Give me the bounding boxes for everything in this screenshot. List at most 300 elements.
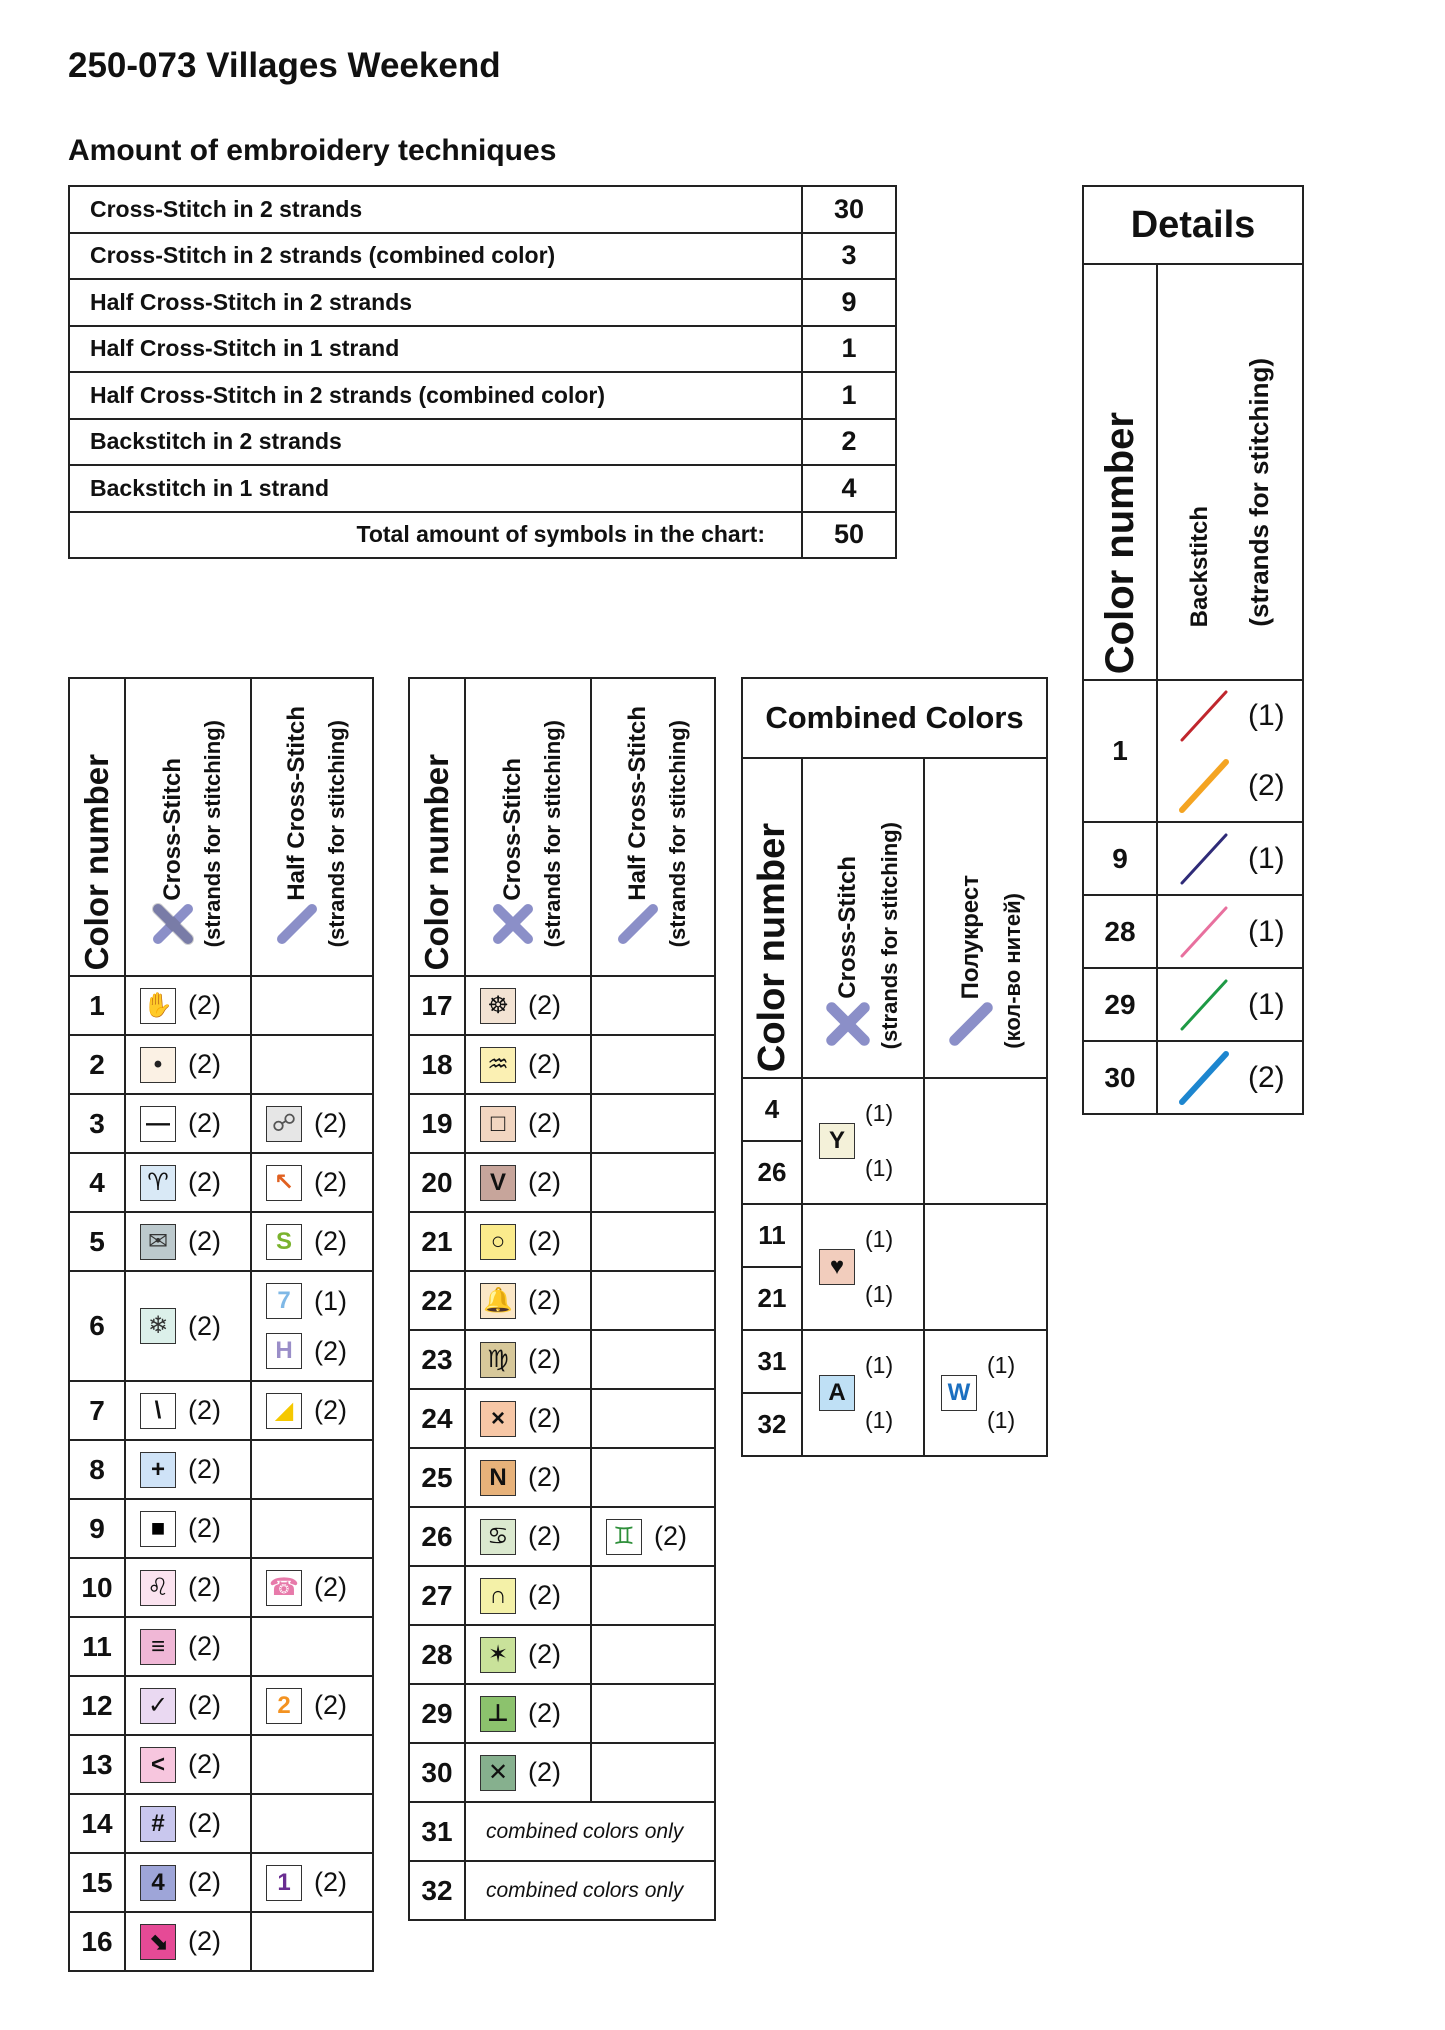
technique-count: 3 <box>802 233 896 280</box>
color-row <box>409 1625 715 1684</box>
half-stitch-cell <box>591 1684 715 1743</box>
color-number: 31 <box>409 1802 465 1861</box>
color-number: 32 <box>409 1861 465 1920</box>
half-stitch-cell <box>591 1094 715 1153</box>
half-stitch-cell <box>591 1507 715 1566</box>
technique-count: 30 <box>802 186 896 233</box>
stitch-symbol-icon: A <box>819 1375 855 1411</box>
strand-count: (2) <box>314 1167 347 1197</box>
technique-count: 2 <box>802 419 896 466</box>
half-stitch-cell <box>924 1330 1047 1456</box>
strand-count: (2) <box>528 1226 561 1256</box>
strand-count: (2) <box>188 1049 221 1079</box>
half-stitch-cell <box>251 1794 373 1853</box>
total-label: Total amount of symbols in the chart: <box>69 512 802 559</box>
color-number: 3 <box>69 1094 125 1153</box>
half-stitch-cell <box>251 1617 373 1676</box>
color-row <box>69 1271 373 1381</box>
stitch-symbol-icon: ✶ <box>480 1637 516 1673</box>
stitch-symbol-icon: V <box>480 1165 516 1201</box>
strand-count: (2) <box>654 1521 687 1551</box>
strand-count: (2) <box>528 1639 561 1669</box>
color-number: 19 <box>409 1094 465 1153</box>
half-stitch-icon <box>946 999 996 1049</box>
cross-stitch-cell <box>125 1271 251 1381</box>
summary-row <box>69 186 896 233</box>
stitch-symbol-icon: ✓ <box>140 1688 176 1724</box>
strand-count: (2) <box>528 1521 561 1551</box>
color-number: 23 <box>409 1330 465 1389</box>
backstitch-cell <box>1157 968 1303 1041</box>
half-stitch-cell <box>251 1153 373 1212</box>
color-row <box>409 1212 715 1271</box>
strand-count: (1) <box>1248 987 1285 1021</box>
color-row <box>69 1499 373 1558</box>
stitch-symbol-icon: ✕ <box>480 1755 516 1791</box>
half-stitch-cell <box>591 1448 715 1507</box>
strand-count: (2) <box>528 1285 561 1315</box>
half-stitch-cell <box>251 1853 373 1912</box>
polukrest-header: Полукрест (кол-во нитей) <box>924 758 1047 1078</box>
cross-stitch-cell <box>125 1676 251 1735</box>
cross-stitch-cell <box>465 1625 591 1684</box>
half-stitch-cell <box>591 1212 715 1271</box>
strand-count: (2) <box>314 1572 347 1602</box>
cross-stitch-cell <box>125 1558 251 1617</box>
cross-stitch-cell <box>465 1448 591 1507</box>
color-number: 21 <box>409 1212 465 1271</box>
color-row <box>69 1617 373 1676</box>
combined-row <box>742 1204 1047 1267</box>
summary-row <box>69 419 896 466</box>
color-row <box>409 1684 715 1743</box>
combined-row <box>742 1330 1047 1393</box>
strand-count: (2) <box>528 1462 561 1492</box>
backstitch-cell <box>1157 680 1303 822</box>
half-stitch-cell <box>591 1566 715 1625</box>
color-number-header: Color number <box>742 758 802 1078</box>
half-stitch-cell <box>251 1440 373 1499</box>
color-number: 25 <box>409 1448 465 1507</box>
color-row <box>409 1507 715 1566</box>
half-stitch-cell <box>591 1330 715 1389</box>
stitch-symbol-icon: ■ <box>140 1511 176 1547</box>
backstitch-header: Backstitch (strands for stitching) <box>1157 264 1303 680</box>
cross-stitch-header: Cross-Stitch (strands for stitching) <box>125 678 251 976</box>
half-cross-stitch-header: Half Cross-Stitch (strands for stitching) <box>251 678 373 976</box>
half-stitch-icon <box>274 901 320 947</box>
cross-stitch-cell <box>125 1912 251 1971</box>
color-table-2 <box>408 677 716 1921</box>
summary-table <box>68 185 897 559</box>
cross-stitch-cell <box>125 1735 251 1794</box>
summary-row <box>69 279 896 326</box>
backstitch-cell <box>1157 822 1303 895</box>
stitch-symbol-icon: • <box>140 1047 176 1083</box>
cross-stitch-cell <box>465 1743 591 1802</box>
stitch-symbol-icon: □ <box>480 1106 516 1142</box>
cross-stitch-icon <box>823 999 873 1049</box>
color-number: 31 <box>742 1330 802 1393</box>
strand-count: (2) <box>188 1572 221 1602</box>
stitch-symbol-icon: ☎ <box>266 1570 302 1606</box>
technique-label: Backstitch in 1 strand <box>69 465 802 512</box>
color-row <box>69 1912 373 1971</box>
stitch-symbol-icon: S <box>266 1224 302 1260</box>
color-table-1 <box>68 677 374 1972</box>
cross-stitch-cell <box>125 1617 251 1676</box>
strand-count: (2) <box>188 1808 221 1838</box>
strand-count: (1) <box>1248 699 1285 732</box>
technique-label: Backstitch in 2 strands <box>69 419 802 466</box>
backstitch-cell <box>1157 895 1303 968</box>
color-number: 13 <box>69 1735 125 1794</box>
combined-colors-title: Combined Colors <box>742 678 1047 758</box>
half-stitch-cell <box>251 1912 373 1971</box>
color-number: 2 <box>69 1035 125 1094</box>
strand-count: (2) <box>1248 1060 1285 1094</box>
strand-count: (1) <box>865 1407 894 1433</box>
color-number: 17 <box>409 976 465 1035</box>
details-row <box>1083 680 1303 822</box>
strand-count: (2) <box>188 1513 221 1543</box>
half-stitch-cell <box>251 1094 373 1153</box>
stitch-symbol-icon: < <box>140 1747 176 1783</box>
color-number: 28 <box>1083 895 1157 968</box>
cross-stitch-cell <box>125 1440 251 1499</box>
combined-only-note: combined colors only <box>465 1802 715 1861</box>
details-table <box>1082 185 1304 1115</box>
color-number: 9 <box>1083 822 1157 895</box>
strand-count: (1) <box>987 1407 1016 1433</box>
cross-stitch-cell <box>465 1330 591 1389</box>
color-number: 29 <box>1083 968 1157 1041</box>
strand-count: (2) <box>314 1335 347 1366</box>
strand-count: (2) <box>188 1454 221 1484</box>
color-row <box>409 1271 715 1330</box>
strand-count: (2) <box>188 1395 221 1425</box>
summary-row <box>69 326 896 373</box>
color-row <box>409 1566 715 1625</box>
strand-count: (2) <box>188 1926 221 1956</box>
cross-stitch-cell <box>465 1035 591 1094</box>
half-stitch-cell <box>591 1271 715 1330</box>
strand-count: (2) <box>188 1631 221 1661</box>
color-number: 27 <box>409 1566 465 1625</box>
strand-count: (2) <box>188 1690 221 1720</box>
backstitch-line-icon <box>1178 758 1230 814</box>
stitch-symbol-icon: ○ <box>480 1224 516 1260</box>
strand-count: (2) <box>188 1167 221 1197</box>
strand-count: (2) <box>188 1749 221 1779</box>
color-row <box>409 1330 715 1389</box>
stitch-symbol-icon: ◢ <box>266 1393 302 1429</box>
color-row <box>69 976 373 1035</box>
stitch-symbol-icon: 4 <box>140 1865 176 1901</box>
stitch-symbol-icon: \ <box>140 1393 176 1429</box>
combined-only-note: combined colors only <box>465 1861 715 1920</box>
technique-count: 1 <box>802 326 896 373</box>
color-number: 10 <box>69 1558 125 1617</box>
cross-stitch-cell <box>125 1381 251 1440</box>
backstitch-line-icon <box>1178 977 1230 1033</box>
backstitch-line-icon <box>1178 831 1230 887</box>
color-row <box>409 1861 715 1920</box>
stitch-symbol-icon: × <box>480 1401 516 1437</box>
half-stitch-cell <box>591 1625 715 1684</box>
color-number: 7 <box>69 1381 125 1440</box>
cross-stitch-cell <box>125 1094 251 1153</box>
color-number-header: Color number <box>409 678 465 976</box>
color-number: 12 <box>69 1676 125 1735</box>
stitch-symbol-icon: ↖ <box>266 1165 302 1201</box>
color-row <box>69 1794 373 1853</box>
stitch-symbol-icon: ⊥ <box>480 1696 516 1732</box>
strand-count: (1) <box>865 1100 894 1126</box>
color-row <box>69 1440 373 1499</box>
stitch-symbol-icon: ❄ <box>140 1308 176 1344</box>
strand-count: (2) <box>528 1108 561 1138</box>
color-number: 15 <box>69 1853 125 1912</box>
color-number-header: Color number <box>69 678 125 976</box>
half-stitch-cell <box>591 1389 715 1448</box>
backstitch-line-icon <box>1178 688 1230 744</box>
color-number: 20 <box>409 1153 465 1212</box>
half-stitch-cell <box>251 1381 373 1440</box>
half-stitch-cell <box>251 1499 373 1558</box>
cross-stitch-cell <box>125 1212 251 1271</box>
strand-count: (2) <box>314 1690 347 1720</box>
cross-stitch-cell <box>802 1204 924 1330</box>
strand-count: (1) <box>865 1281 894 1307</box>
stitch-symbol-icon: ♋ <box>480 1519 516 1555</box>
half-stitch-cell <box>251 976 373 1035</box>
strand-count: (2) <box>528 990 561 1020</box>
cross-stitch-cell <box>465 1212 591 1271</box>
strand-count: (2) <box>314 1395 347 1425</box>
strand-count: (2) <box>1248 769 1285 802</box>
half-stitch-cell <box>591 1743 715 1802</box>
stitch-symbol-icon: ♒ <box>480 1047 516 1083</box>
color-number: 28 <box>409 1625 465 1684</box>
color-row <box>69 1035 373 1094</box>
stitch-symbol-icon: 2 <box>266 1688 302 1724</box>
half-stitch-cell <box>251 1735 373 1794</box>
stitch-symbol-icon: ✋ <box>140 988 176 1024</box>
stitch-symbol-icon: # <box>140 1806 176 1842</box>
stitch-symbol-icon: — <box>140 1106 176 1142</box>
half-stitch-cell <box>924 1204 1047 1330</box>
stitch-symbol-icon: + <box>140 1452 176 1488</box>
color-row <box>409 1094 715 1153</box>
stitch-symbol-icon: ♍ <box>480 1342 516 1378</box>
half-cross-stitch-header: Half Cross-Stitch (strands for stitching) <box>591 678 715 976</box>
color-number: 1 <box>69 976 125 1035</box>
strand-count: (1) <box>865 1226 894 1252</box>
cross-stitch-cell <box>465 1153 591 1212</box>
stitch-symbol-icon: ♥ <box>819 1249 855 1285</box>
color-row <box>69 1735 373 1794</box>
cross-stitch-cell <box>125 1035 251 1094</box>
color-number: 30 <box>409 1743 465 1802</box>
color-row <box>409 1448 715 1507</box>
color-number: 24 <box>409 1389 465 1448</box>
strand-count: (2) <box>314 1867 347 1897</box>
backstitch-cell <box>1157 1041 1303 1114</box>
color-number: 14 <box>69 1794 125 1853</box>
strand-count: (2) <box>528 1580 561 1610</box>
color-number-header: Color number <box>1083 264 1157 680</box>
cross-stitch-header: Cross-Stitch (strands for stitching) <box>802 758 924 1078</box>
color-number: 29 <box>409 1684 465 1743</box>
strand-count: (2) <box>528 1344 561 1374</box>
color-row <box>69 1558 373 1617</box>
details-row <box>1083 1041 1303 1114</box>
color-row <box>409 1389 715 1448</box>
strand-count: (1) <box>1248 841 1285 875</box>
color-row <box>409 1153 715 1212</box>
strand-count: (1) <box>1248 914 1285 948</box>
color-number: 9 <box>69 1499 125 1558</box>
cross-stitch-cell <box>125 976 251 1035</box>
summary-row <box>69 233 896 280</box>
strand-count: (2) <box>188 1867 221 1897</box>
summary-row <box>69 372 896 419</box>
stitch-symbol-icon: ♌ <box>140 1570 176 1606</box>
strand-count: (2) <box>188 990 221 1020</box>
technique-count: 9 <box>802 279 896 326</box>
color-number: 32 <box>742 1393 802 1456</box>
stitch-symbol-icon: 1 <box>266 1865 302 1901</box>
color-row <box>69 1853 373 1912</box>
color-number: 18 <box>409 1035 465 1094</box>
stitch-symbol-icon: W <box>941 1375 977 1411</box>
half-stitch-cell <box>591 976 715 1035</box>
technique-label: Half Cross-Stitch in 1 strand <box>69 326 802 373</box>
cross-stitch-cell <box>802 1330 924 1456</box>
strand-count: (2) <box>314 1108 347 1138</box>
stitch-symbol-icon: H <box>266 1333 302 1369</box>
half-stitch-cell <box>251 1676 373 1735</box>
cross-stitch-cell <box>465 976 591 1035</box>
technique-count: 4 <box>802 465 896 512</box>
color-number: 5 <box>69 1212 125 1271</box>
cross-stitch-cell <box>465 1507 591 1566</box>
cross-stitch-icon <box>490 901 536 947</box>
stitch-symbol-icon: ☸ <box>480 988 516 1024</box>
color-number: 26 <box>409 1507 465 1566</box>
color-number: 11 <box>69 1617 125 1676</box>
details-row <box>1083 822 1303 895</box>
strand-count: (2) <box>528 1403 561 1433</box>
color-row <box>409 976 715 1035</box>
strand-count: (2) <box>188 1226 221 1256</box>
cross-stitch-cell <box>125 1794 251 1853</box>
cross-stitch-cell <box>802 1078 924 1204</box>
strand-count: (1) <box>865 1155 894 1181</box>
color-row <box>69 1212 373 1271</box>
half-stitch-cell <box>251 1035 373 1094</box>
color-number: 16 <box>69 1912 125 1971</box>
cross-stitch-cell <box>465 1094 591 1153</box>
combined-colors-table <box>741 677 1048 1457</box>
stitch-symbol-icon: 7 <box>266 1283 302 1319</box>
color-row <box>409 1035 715 1094</box>
color-row <box>69 1676 373 1735</box>
details-title: Details <box>1083 186 1303 264</box>
color-number: 21 <box>742 1267 802 1330</box>
color-row <box>69 1153 373 1212</box>
cross-stitch-cell <box>125 1853 251 1912</box>
color-number: 4 <box>69 1153 125 1212</box>
technique-count: 1 <box>802 372 896 419</box>
color-row <box>69 1094 373 1153</box>
cross-stitch-cell <box>125 1499 251 1558</box>
strand-count: (2) <box>528 1167 561 1197</box>
color-row <box>409 1802 715 1861</box>
technique-label: Cross-Stitch in 2 strands (combined color) <box>69 233 802 280</box>
backstitch-line-icon <box>1178 1050 1230 1106</box>
cross-stitch-cell <box>465 1389 591 1448</box>
technique-label: Half Cross-Stitch in 2 strands (combined color) <box>69 372 802 419</box>
stitch-symbol-icon: ≡ <box>140 1629 176 1665</box>
strand-count: (2) <box>528 1698 561 1728</box>
cross-stitch-cell <box>125 1153 251 1212</box>
backstitch-line-icon <box>1178 904 1230 960</box>
half-stitch-cell <box>251 1212 373 1271</box>
stitch-symbol-icon: ∩ <box>480 1578 516 1614</box>
stitch-symbol-icon: ♈ <box>140 1165 176 1201</box>
half-stitch-icon <box>615 901 661 947</box>
color-row <box>69 1381 373 1440</box>
strand-count: (2) <box>188 1310 221 1341</box>
stitch-symbol-icon: ☍ <box>266 1106 302 1142</box>
page-title: 250-073 Villages Weekend <box>68 46 501 85</box>
color-number: 6 <box>69 1271 125 1381</box>
color-number: 30 <box>1083 1041 1157 1114</box>
details-row <box>1083 895 1303 968</box>
color-number: 26 <box>742 1141 802 1204</box>
half-stitch-cell <box>251 1558 373 1617</box>
stitch-symbol-icon: 🔔 <box>480 1283 516 1319</box>
summary-row <box>69 465 896 512</box>
stitch-symbol-icon: Y <box>819 1123 855 1159</box>
strand-count: (2) <box>528 1757 561 1787</box>
stitch-symbol-icon: ✉ <box>140 1224 176 1260</box>
color-number: 1 <box>1083 680 1157 822</box>
color-number: 4 <box>742 1078 802 1141</box>
cross-stitch-cell <box>465 1566 591 1625</box>
technique-label: Half Cross-Stitch in 2 strands <box>69 279 802 326</box>
color-number: 11 <box>742 1204 802 1267</box>
half-stitch-cell <box>924 1078 1047 1204</box>
cross-stitch-icon <box>150 901 196 947</box>
strand-count: (2) <box>314 1226 347 1256</box>
cross-stitch-header: Cross-Stitch (strands for stitching) <box>465 678 591 976</box>
technique-label: Cross-Stitch in 2 strands <box>69 186 802 233</box>
summary-total-row <box>69 512 896 559</box>
half-stitch-cell <box>591 1153 715 1212</box>
color-row <box>409 1743 715 1802</box>
half-stitch-cell <box>591 1035 715 1094</box>
details-row <box>1083 968 1303 1041</box>
section-title: Amount of embroidery techniques <box>68 134 557 167</box>
color-number: 8 <box>69 1440 125 1499</box>
color-number: 22 <box>409 1271 465 1330</box>
strand-count: (2) <box>528 1049 561 1079</box>
half-stitch-cell <box>251 1271 373 1381</box>
combined-row <box>742 1078 1047 1141</box>
